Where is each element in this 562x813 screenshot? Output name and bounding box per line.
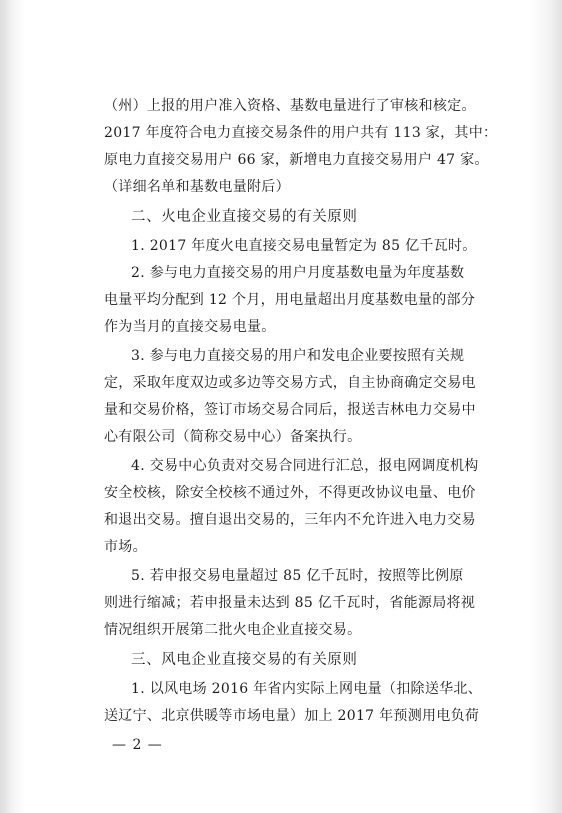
text-line: 1. 2017 年度火电直接交易电量暂定为 85 亿千瓦时。 <box>131 238 477 254</box>
text-line: 3. 参与电力直接交易的用户和发电企业要按照有关规 <box>131 348 465 364</box>
text-line: 1. 以风电场 2016 年省内实际上网电量（扣除送华北、 <box>131 681 483 697</box>
text-line: 和退出交易。擅自退出交易的，三年内不允许进入电力交易 <box>104 512 476 528</box>
text-line: 电量平均分配到 12 个月，用电量超出月度基数电量的部分 <box>104 292 476 308</box>
text-line: （详细名单和基数电量附后） <box>104 179 290 195</box>
text-line: 2. 参与电力直接交易的用户月度基数电量为年度基数 <box>131 265 465 281</box>
text-line: 市场。 <box>104 539 147 555</box>
text-line: 送辽宁、北京供暖等市场电量）加上 2017 年预测用电负荷 <box>104 708 480 724</box>
text-line: 原电力直接交易用户 66 家，新增电力直接交易用户 47 家。 <box>104 152 489 168</box>
text-line: 定，采取年度双边或多边等交易方式，自主协商确定交易电 <box>104 375 476 391</box>
text-line: 5. 若申报交易电量超过 85 亿千瓦时，按照等比例原 <box>131 568 464 584</box>
text-line: 情况组织开展第二批火电企业直接交易。 <box>104 622 362 638</box>
page-number: — 2 — <box>112 737 163 753</box>
text-line: 作为当月的直接交易电量。 <box>104 319 276 335</box>
text-line: 2017 年度符合电力直接交易条件的用户共有 113 家，其中： <box>104 125 498 141</box>
text-line: 安全校核，除安全校核不通过外，不得更改协议电量、电价 <box>104 485 476 501</box>
section-heading: 二、火电企业直接交易的有关原则 <box>131 209 358 225</box>
section-heading: 三、风电企业直接交易的有关原则 <box>131 652 358 668</box>
text-line: 则进行缩减；若申报量未达到 85 亿千瓦时，省能源局将视 <box>104 595 476 611</box>
text-line: 心有限公司（简称交易中心）备案执行。 <box>104 429 362 445</box>
text-line: 4. 交易中心负责对交易合同进行汇总，报电网调度机构 <box>131 458 479 474</box>
text-line: （州）上报的用户准入资格、基数电量进行了审核和核定。 <box>104 98 476 114</box>
text-line: 量和交易价格，签订市场交易合同后，报送吉林电力交易中 <box>104 402 476 418</box>
